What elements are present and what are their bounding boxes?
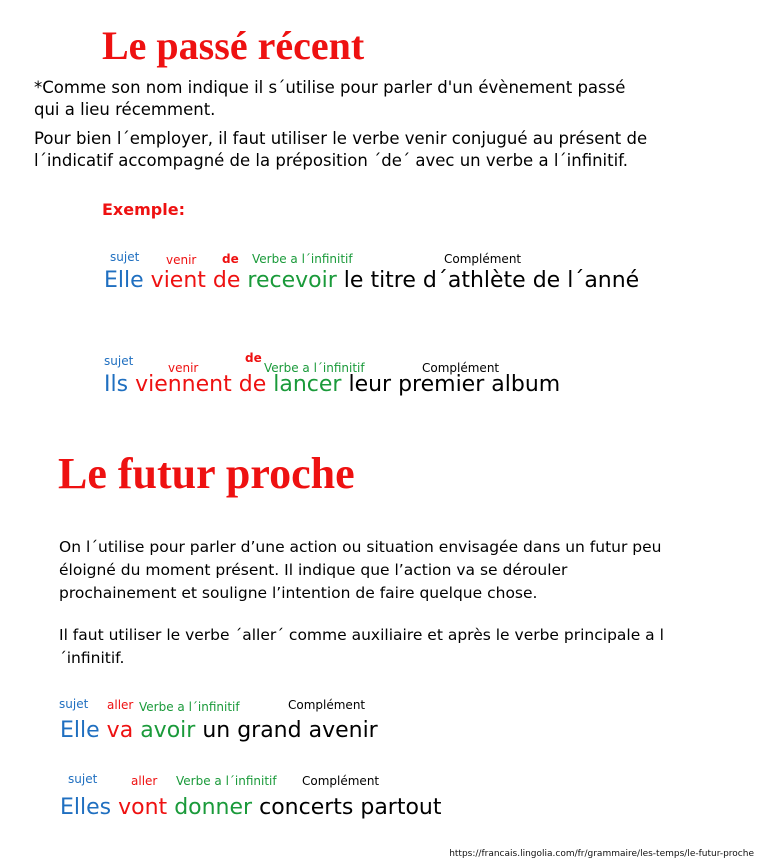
intro-paragraph [34,77,625,121]
rule-paragraph [59,624,664,670]
word-subject: Ils [104,372,129,397]
label-complement: Complément [288,698,366,712]
word-verb: lancer [273,372,342,397]
paragraph-line: prochainement et souligne l’intention de faire quelque chose. [59,584,538,602]
label-complement: Complément [444,252,522,266]
rule-paragraph [34,128,647,172]
example-heading: Exemple: [102,200,185,219]
word-verb: recevoir [247,268,337,293]
label-verb: Verbe a l´infinitif [176,774,277,788]
example-sentence [60,718,378,743]
word-verb: avoir [140,718,196,743]
paragraph-line: éloigné du moment présent. Il indique que l’action va se dérouler [59,561,568,579]
paragraph-line: Pour bien l´employer, il faut utiliser le verbe venir conjugué au présent de [34,129,648,148]
label-aller: aller [131,774,158,788]
intro-paragraph [59,536,661,605]
word-complement: le titre d´athlète de l´anné [343,268,640,293]
word-aller: vont [118,795,168,820]
section-title-futur-proche: Le futur proche [58,449,355,498]
label-venir: venir [168,361,199,375]
label-venir: venir [166,253,197,267]
label-verb: Verbe a l´infinitif [139,700,240,714]
label-subject: sujet [68,772,98,786]
section-title-passe-recent: Le passé récent [102,23,365,68]
word-de: de [238,372,267,397]
paragraph-line: On l´utilise pour parler d’une action ou situation envisagée dans un futur peu [59,538,662,556]
paragraph-line: qui a lieu récemment. [34,100,216,119]
word-venir: vient [150,268,206,293]
word-subject: Elles [60,795,112,820]
word-de: de [212,268,241,293]
label-de: de [245,351,262,365]
label-subject: sujet [110,250,140,264]
paragraph-line: *Comme son nom indique il s´utilise pour parler d'un évènement passé [34,78,626,97]
label-subject: sujet [59,697,89,711]
word-verb: donner [174,795,253,820]
word-venir: viennent [135,372,232,397]
label-complement: Complément [422,361,500,375]
paragraph-line: l´indicatif accompagné de la préposition ´de´ avec un verbe a l´infinitif. [34,151,629,170]
word-aller: va [106,718,134,743]
label-aller: aller [107,698,134,712]
word-subject: Elle [60,718,100,743]
label-verb: Verbe a l´infinitif [252,252,353,266]
paragraph-line: ´infinitif. [59,649,125,667]
label-verb: Verbe a l´infinitif [264,361,365,375]
word-subject: Elle [104,268,144,293]
word-complement: concerts partout [259,795,442,820]
source-url: https://francais.lingolia.com/fr/grammaire/les-temps/le-futur-proche [449,849,754,859]
example-sentence [104,268,639,293]
example-sentence [104,372,560,397]
word-complement: leur premier album [348,372,561,397]
label-de: de [222,252,239,266]
example-sentence [60,795,442,820]
label-complement: Complément [302,774,380,788]
paragraph-line: Il faut utiliser le verbe ´aller´ comme auxiliaire et après le verbe principale a l [59,626,664,644]
word-complement: un grand avenir [202,718,378,743]
label-subject: sujet [104,354,134,368]
